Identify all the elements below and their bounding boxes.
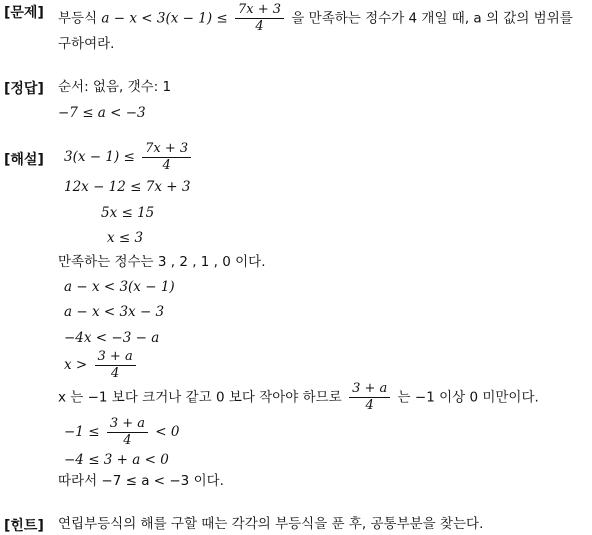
solution-step-1-numerator: 7x + 3: [142, 141, 191, 158]
hint-label: [힌트]: [4, 518, 44, 534]
solution-step-11-numerator: 3 + a: [107, 416, 148, 433]
problem-fraction-numerator: 7x + 3: [235, 2, 284, 19]
problem-line-2: 구하여라.: [58, 36, 115, 52]
solution-step-10-denominator: 4: [365, 398, 374, 413]
solution-step-9: [64, 349, 139, 382]
solution-step-8: −4x < −3 − a: [64, 330, 160, 346]
solution-label: [해설]: [4, 152, 44, 168]
solution-step-10: [58, 381, 539, 414]
solution-step-4: x ≤ 3: [107, 230, 144, 246]
solution-step-1-fraction: [142, 141, 191, 174]
solution-step-10-numerator: 3 + a: [349, 381, 390, 398]
solution-step-11-rhs: < 0: [155, 424, 180, 440]
problem-text-b: 을 만족하는 정수가 4 개일 때, a 의 값의 범위를: [291, 10, 573, 27]
problem-label: [문제]: [4, 5, 44, 21]
answer-line-1: 순서: 없음, 갯수: 1: [58, 79, 172, 95]
solution-step-13: 따라서 −7 ≤ a < −3 이다.: [58, 473, 224, 489]
problem-line-1: [58, 2, 573, 35]
problem-fraction: [235, 2, 284, 35]
solution-step-5: 만족하는 정수는 3 , 2 , 1 , 0 이다.: [58, 254, 266, 270]
solution-step-11-lhs: −1 ≤: [64, 424, 100, 440]
solution-step-1-lhs: 3(x − 1) ≤: [64, 149, 135, 165]
answer-label: [정답]: [4, 81, 44, 97]
hint-text: 연립부등식의 해를 구할 때는 각각의 부등식을 푼 후, 공통부분을 찾는다.: [58, 516, 484, 532]
solution-step-9-numerator: 3 + a: [95, 349, 136, 366]
solution-step-9-fraction: [95, 349, 136, 382]
solution-step-11: [64, 416, 180, 449]
solution-step-10-text-b: 는 −1 이상 0 미만이다.: [397, 389, 539, 406]
solution-step-11-fraction: [107, 416, 148, 449]
solution-step-10-fraction: [349, 381, 390, 414]
solution-step-9-lhs: x >: [64, 357, 88, 373]
solution-step-7: a − x < 3x − 3: [64, 304, 165, 320]
solution-step-11-denominator: 4: [123, 433, 132, 448]
solution-step-2: 12x − 12 ≤ 7x + 3: [64, 179, 191, 195]
solution-step-6: a − x < 3(x − 1): [64, 279, 175, 295]
solution-step-10-text-a: x 는 −1 보다 크거나 같고 0 보다 작아야 하므로: [58, 389, 342, 406]
solution-step-1: [64, 141, 194, 174]
problem-text-a: 부등식: [58, 10, 98, 27]
problem-fraction-denominator: 4: [255, 19, 264, 34]
problem-inequality: a − x < 3(x − 1) ≤: [101, 10, 228, 27]
answer-line-2: −7 ≤ a < −3: [58, 105, 146, 121]
solution-step-1-denominator: 4: [162, 158, 171, 173]
solution-step-12: −4 ≤ 3 + a < 0: [64, 452, 169, 468]
solution-step-9-denominator: 4: [110, 366, 120, 381]
solution-step-3: 5x ≤ 15: [101, 205, 155, 221]
